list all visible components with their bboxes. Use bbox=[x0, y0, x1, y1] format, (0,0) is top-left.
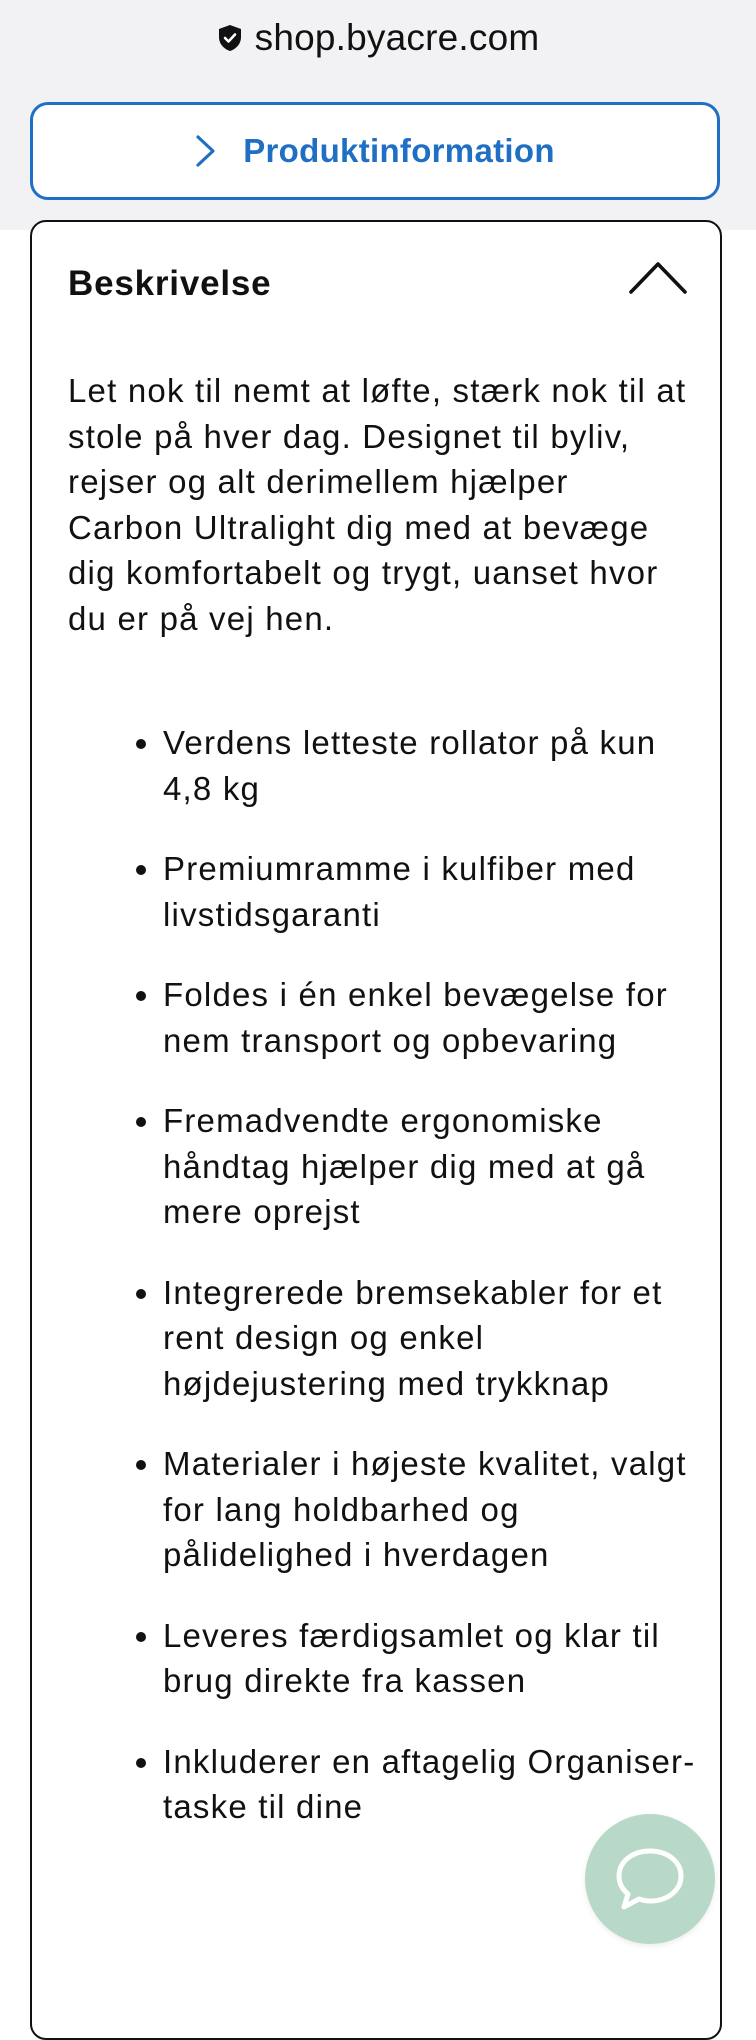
product-information-label: Produktinformation bbox=[243, 132, 555, 169]
feature-list bbox=[68, 720, 708, 1865]
description-intro: Let nok til nemt at løfte, stærk nok til at stole på hver dag. Designet til byliv, rejser og alt derimellem hjælper Carbon Ultralight dig med at bevæge dig komfortabelt og trygt, uanset hvor du er på vej hen. bbox=[68, 372, 687, 637]
feature-item: • Foldes i én enkel bevægelse for nem transport og opbevaring bbox=[163, 972, 708, 1063]
description-title: Beskrivelse bbox=[68, 264, 272, 303]
description-accordion-header[interactable] bbox=[68, 258, 688, 318]
chat-button[interactable] bbox=[585, 1814, 715, 1944]
url-text: shop.byacre.com bbox=[254, 17, 540, 58]
product-information-button[interactable] bbox=[30, 102, 720, 200]
chevron-right-icon bbox=[195, 134, 217, 168]
feature-item: • Fremadvendte ergonomiske håndtag hjælper dig med at gå mere oprejst bbox=[163, 1098, 708, 1235]
feature-item: • Leveres færdigsamlet og klar til brug direkte fra kassen bbox=[163, 1613, 708, 1704]
chevron-up-icon[interactable] bbox=[628, 258, 688, 296]
description-accordion bbox=[30, 220, 722, 2040]
feature-item: • Materialer i højeste kvalitet, valgt for lang holdbarhed og pålidelighed i hverdagen bbox=[163, 1441, 708, 1578]
feature-item: • Verdens letteste rollator på kun 4,8 kg bbox=[163, 720, 708, 811]
feature-item: • Premiumramme i kulfiber med livstidsgaranti bbox=[163, 846, 708, 937]
feature-item: • Integrerede bremsekabler for et rent design og enkel højdejustering med trykknap bbox=[163, 1270, 708, 1407]
shield-check-icon bbox=[217, 24, 243, 52]
browser-url-bar[interactable] bbox=[0, 0, 756, 77]
chat-bubble-icon bbox=[614, 1846, 686, 1912]
feature-item: • Inkluderer en aftagelig Organiser-taske til dine bbox=[163, 1739, 708, 1830]
